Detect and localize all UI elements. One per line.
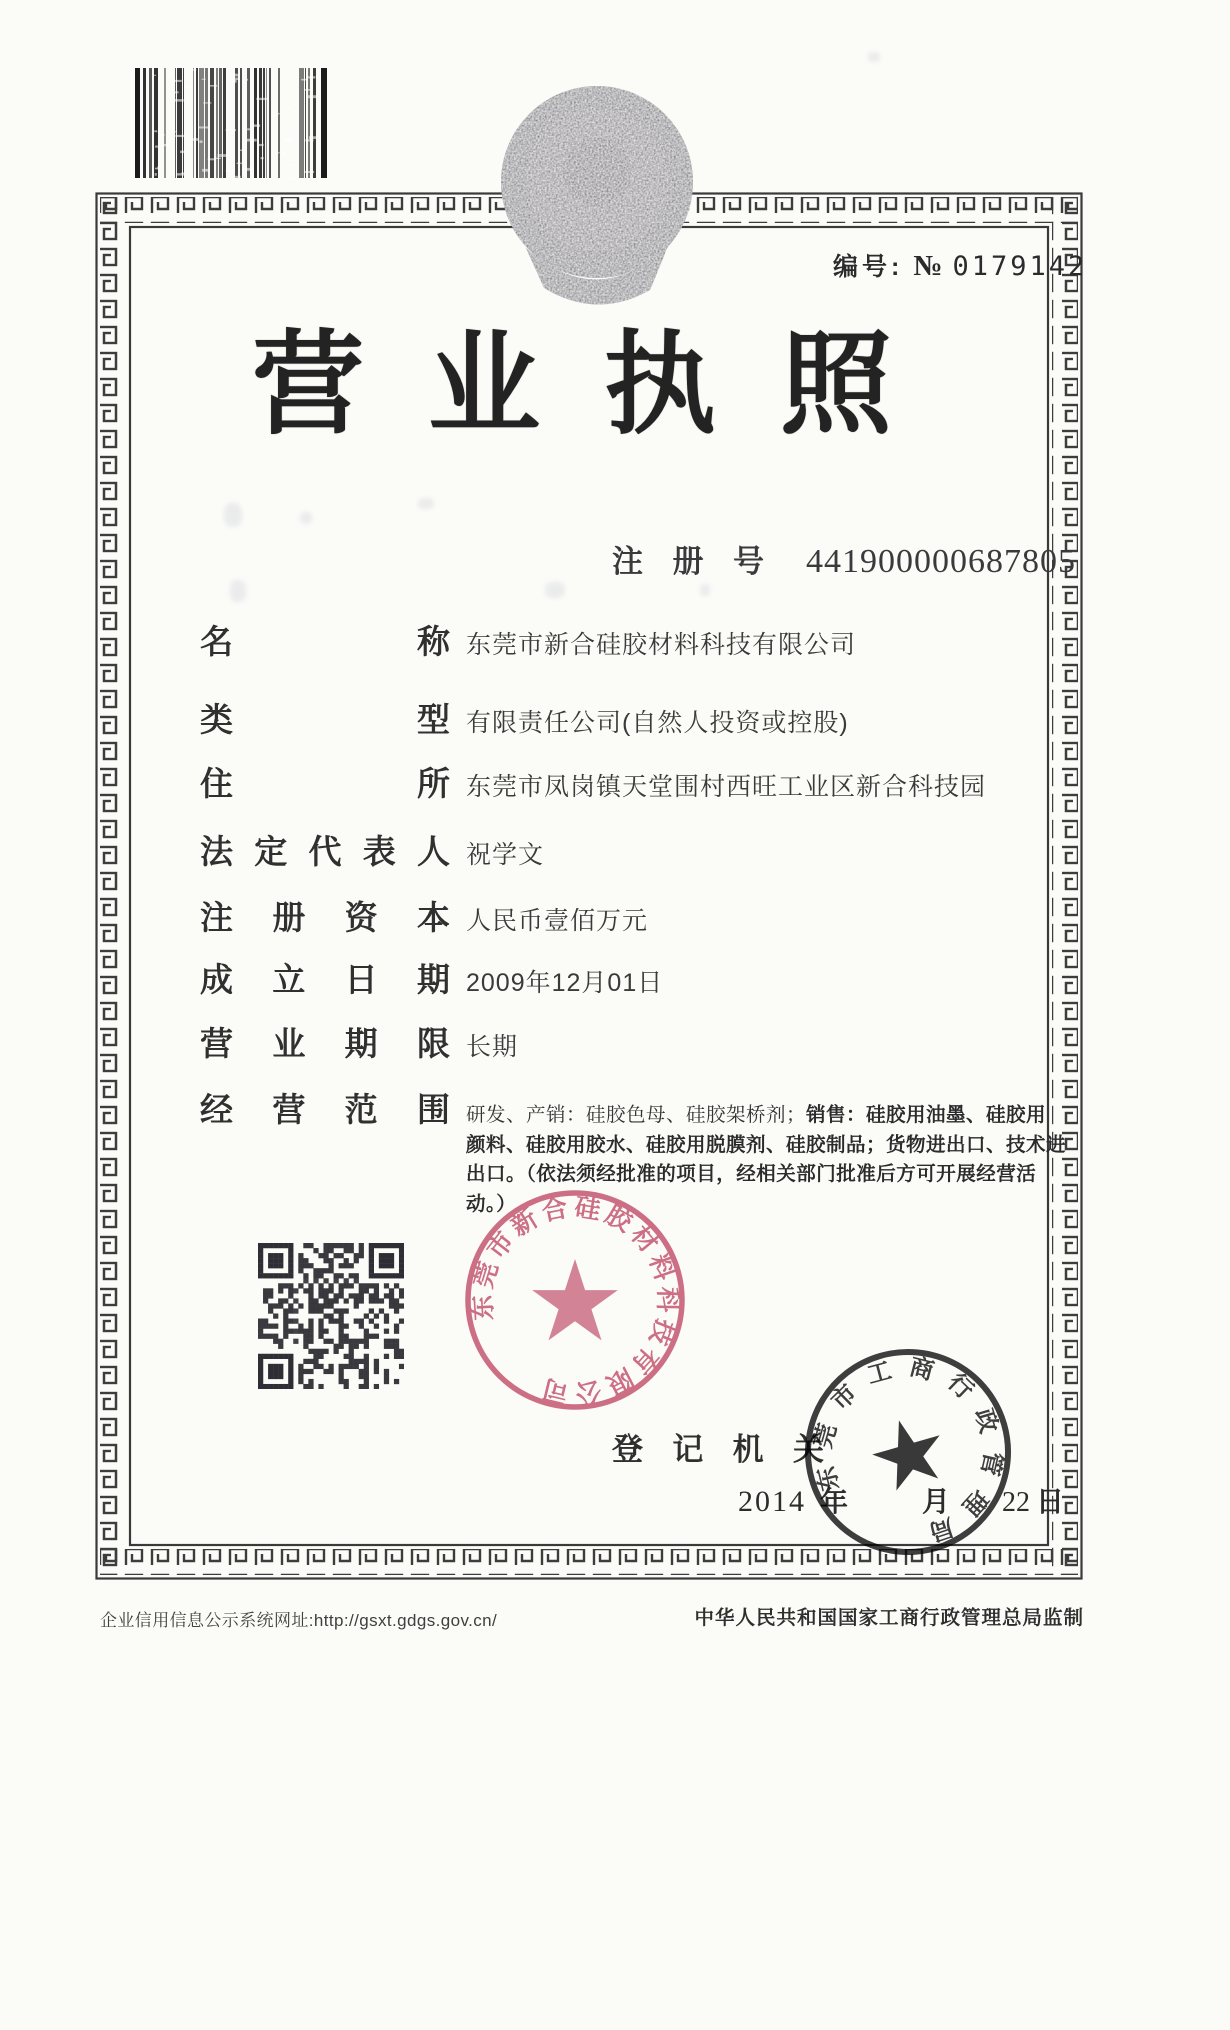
year-unit: 年 [820, 1486, 849, 1517]
field-value-term: 长期 [466, 1033, 519, 1061]
field-label: 成 立 日 期 [200, 961, 450, 998]
license-title: 营业执照 [252, 322, 956, 447]
registration-label: 注 册 号 [612, 544, 764, 579]
black-seal-star-icon [865, 1411, 951, 1495]
red-seal-company-text: 东莞市新合硅胶材料科技有限公司 [468, 1193, 682, 1408]
field-value-legal-rep: 祝学文 [466, 841, 545, 869]
registry-authority-label: 登 记 机 关 [612, 1432, 824, 1467]
field-row-name [200, 616, 856, 663]
field-value-address: 东莞市凤岗镇天堂围村西旺工业区新合科技园 [466, 773, 987, 801]
field-value-capital: 人民币壹佰万元 [466, 907, 649, 935]
registration-number-line [612, 536, 1076, 581]
footer-issuing-authority: 中华人民共和国国家工商行政管理总局监制 [694, 1607, 1084, 1629]
issue-day: 22 [1002, 1487, 1031, 1518]
field-value-company-name: 东莞市新合硅胶材料科技有限公司 [466, 631, 857, 659]
field-label: 住 所 [200, 765, 450, 802]
barcode-icon [135, 66, 331, 180]
red-company-seal [453, 1176, 697, 1420]
field-value-company-type: 有限责任公司(自然人投资或控股) [466, 709, 849, 737]
field-label: 类 型 [200, 701, 450, 738]
red-seal-star-icon [532, 1259, 618, 1340]
field-value-established: 2009年12月01日 [466, 969, 664, 997]
serial-number: 0179142 [952, 251, 1088, 282]
field-row-legal-rep [200, 826, 544, 873]
field-label: 营 业 期 限 [200, 1025, 450, 1062]
black-registry-seal [796, 1340, 1020, 1564]
scan-smudge [418, 498, 434, 509]
field-label: 注 册 资 本 [200, 899, 450, 936]
scope-text-normal: 研发、产销：硅胶色母、硅胶架桥剂； [466, 1104, 807, 1126]
issue-year: 2014 [738, 1485, 806, 1518]
field-row-term [200, 1018, 518, 1065]
scan-smudge [545, 582, 565, 598]
scan-smudge [300, 512, 312, 524]
serial-label: 编号: [833, 253, 904, 281]
field-label: 经 营 范 围 [200, 1091, 450, 1128]
scan-smudge [224, 503, 242, 527]
scan-smudge [230, 580, 246, 602]
black-seal-authority-text: 东莞市工商行政管理局 [809, 1353, 1007, 1551]
national-emblem-icon [498, 80, 698, 308]
scan-smudge [700, 584, 710, 596]
field-row-capital [200, 892, 648, 939]
field-row-established [200, 954, 663, 1001]
day-unit: 日 [1036, 1486, 1065, 1517]
footer-credit-system-url: 企业信用信息公示系统网址:http://gsxt.gdgs.gov.cn/ [100, 1611, 498, 1630]
registration-number: 441900000687805 [806, 543, 1076, 580]
serial-number-line [833, 247, 1087, 283]
field-row-type [200, 694, 849, 741]
month-unit: 月 [922, 1486, 951, 1517]
qr-code-icon [258, 1243, 404, 1389]
field-row-address [200, 758, 986, 805]
scope-text-bold: 销售：硅胶用油墨、硅胶用颜料、硅胶用胶水、硅胶用脱膜剂、硅胶制品；货物进出口、技术进出口。（依法须经批准的项目，经相关部门批准后方可开展经营活动。） [466, 1104, 1067, 1215]
field-label: 法 定 代 表 人 [200, 833, 450, 870]
numero-symbol: № [913, 250, 943, 282]
field-label: 名 称 [200, 623, 450, 660]
scan-smudge [868, 52, 880, 62]
